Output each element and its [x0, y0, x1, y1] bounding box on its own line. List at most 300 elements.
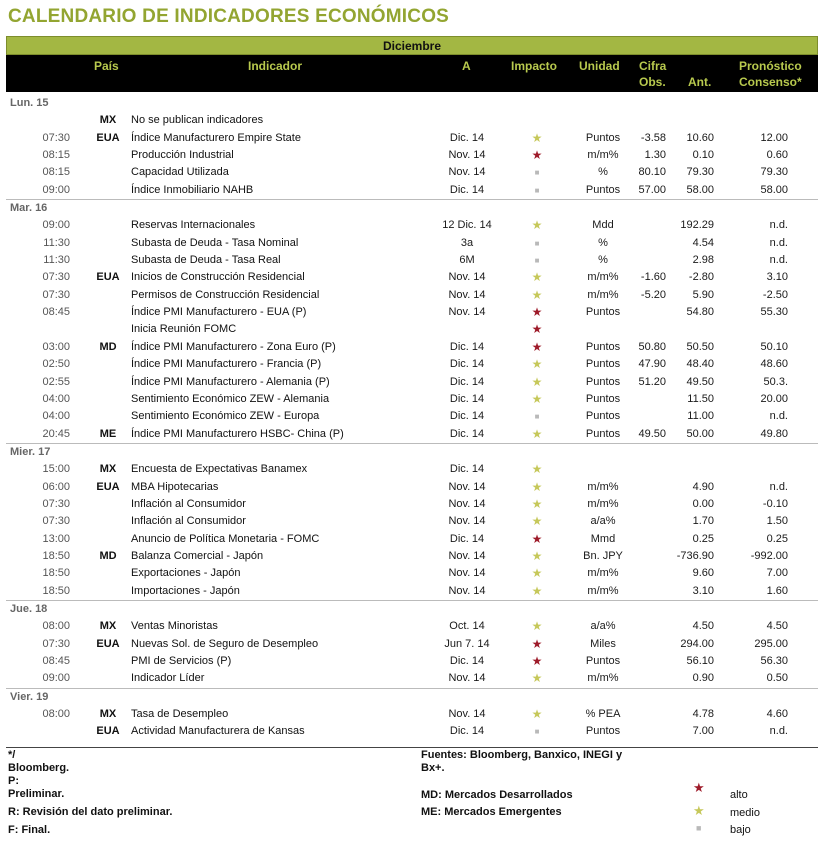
consensus-cell: n.d.	[769, 254, 788, 267]
footer-note-1: */	[8, 749, 16, 761]
footer-note-6: F: Final.	[8, 824, 51, 836]
unit-cell: m/m%	[587, 584, 619, 597]
unit-cell: a/a%	[590, 620, 616, 633]
indicator-cell: Índice PMI Manufacturero - Alemania (P)	[131, 375, 330, 388]
consensus-cell: 48.60	[760, 358, 788, 371]
time-cell: 13:00	[42, 532, 70, 545]
time-cell: 07:30	[42, 131, 70, 144]
legend-bajo: bajo	[730, 824, 751, 836]
previous-cell: 5.90	[692, 288, 714, 301]
star-icon: ★	[531, 148, 543, 163]
time-cell: 02:55	[42, 375, 70, 388]
table-row	[6, 479, 818, 496]
indicator-cell: Anuncio de Política Monetaria - FOMC	[131, 532, 320, 545]
previous-cell: 49.50	[686, 375, 714, 388]
consensus-cell: 49.80	[760, 427, 788, 440]
table-row	[6, 531, 818, 548]
indicator-cell: Reservas Internacionales	[131, 219, 256, 232]
indicator-cell: No se publican indicadores	[131, 114, 264, 127]
star-icon: ★	[693, 780, 705, 795]
table-row	[6, 252, 818, 269]
previous-cell: 0.00	[692, 497, 714, 510]
period-cell: Nov. 14	[448, 271, 486, 284]
unit-cell: Mdd	[592, 219, 614, 232]
previous-cell: 11.00	[687, 410, 714, 423]
period-cell: Jun 7. 14	[444, 637, 490, 650]
footer-note-3: P:	[8, 775, 19, 787]
time-cell: 07:30	[42, 288, 70, 301]
time-cell: 09:00	[42, 672, 70, 685]
table-row	[6, 565, 818, 582]
period-cell: Nov. 14	[448, 288, 486, 301]
consensus-cell: n.d.	[769, 236, 788, 249]
unit-cell: m/m%	[587, 288, 619, 301]
unit-cell: Mmd	[590, 532, 616, 545]
day-header-row	[6, 600, 818, 618]
consensus-cell: 50.3.	[763, 375, 788, 388]
consensus-cell: 4.60	[766, 708, 788, 721]
time-cell: 18:50	[42, 549, 70, 562]
consensus-cell: 295.00	[754, 637, 788, 650]
table-header	[6, 55, 818, 92]
header-consenso: Consenso*	[739, 75, 802, 89]
previous-cell: 50.00	[686, 427, 714, 440]
consensus-cell: -0.10	[762, 497, 788, 510]
star-icon: ★	[531, 462, 543, 477]
country-cell: ME	[99, 427, 117, 440]
indicator-cell: Índice Manufacturero Empire State	[131, 131, 301, 144]
period-cell: Dic. 14	[449, 375, 485, 388]
star-icon: ★	[531, 671, 543, 686]
day-label: Vier. 19	[10, 690, 49, 703]
consensus-cell: -992.00	[750, 549, 788, 562]
time-cell: 02:50	[42, 358, 70, 371]
period-cell: Nov. 14	[448, 567, 486, 580]
day-header-row	[6, 443, 818, 461]
unit-cell: Puntos	[585, 725, 621, 738]
square-icon: ■	[696, 823, 702, 833]
period-cell: Dic. 14	[449, 725, 485, 738]
unit-cell: m/m%	[587, 149, 619, 162]
indicator-cell: Inicios de Construcción Residencial	[131, 271, 305, 284]
consensus-cell: 7.00	[766, 567, 788, 580]
star-icon: ★	[531, 339, 543, 354]
unit-cell: Puntos	[585, 183, 621, 196]
country-cell: EUA	[96, 725, 120, 738]
day-header-row	[6, 199, 818, 217]
previous-cell: 48.40	[686, 358, 714, 371]
previous-cell: -736.90	[676, 549, 714, 562]
table-row	[6, 182, 818, 199]
indicator-cell: Inflación al Consumidor	[131, 497, 246, 510]
footer-note-5: R: Revisión del dato preliminar.	[8, 806, 173, 818]
time-cell: 11:30	[43, 254, 70, 267]
time-cell: 09:00	[42, 219, 70, 232]
indicator-cell: Actividad Manufacturera de Kansas	[131, 725, 305, 738]
period-cell: 6M	[459, 254, 475, 267]
observed-cell: 1.30	[644, 149, 666, 162]
period-cell: Nov. 14	[448, 306, 486, 319]
header-cifra: Cifra	[639, 59, 667, 73]
square-icon: ■	[534, 727, 540, 737]
indicator-cell: Tasa de Desempleo	[131, 708, 229, 721]
table-row	[6, 112, 818, 129]
consensus-cell: 0.60	[766, 149, 788, 162]
consensus-cell: n.d.	[769, 219, 788, 232]
header-pronostico: Pronóstico	[739, 59, 802, 73]
month-banner: Diciembre	[6, 36, 818, 55]
previous-cell: 9.60	[692, 567, 714, 580]
consensus-cell: 0.50	[766, 672, 788, 685]
indicator-cell: Sentimiento Económico ZEW - Europa	[131, 410, 320, 423]
consensus-cell: n.d.	[769, 480, 788, 493]
star-icon: ★	[531, 426, 543, 441]
unit-cell: Puntos	[585, 358, 621, 371]
time-cell: 15:00	[42, 463, 70, 476]
previous-cell: 4.50	[692, 620, 714, 633]
period-cell: Dic. 14	[449, 358, 485, 371]
footer-divider	[6, 747, 818, 748]
previous-cell: 4.78	[692, 708, 714, 721]
observed-cell: 80.10	[638, 166, 666, 179]
table-row	[6, 269, 818, 286]
consensus-cell: 4.50	[766, 620, 788, 633]
square-icon: ■	[534, 185, 540, 195]
consensus-cell: 12.00	[760, 131, 788, 144]
consensus-cell: -2.50	[762, 288, 788, 301]
country-cell: MX	[99, 114, 117, 127]
indicator-cell: Índice PMI Manufacturero HSBC- China (P)	[131, 427, 344, 440]
star-icon: ★	[531, 479, 543, 494]
table-row	[6, 217, 818, 234]
star-icon: ★	[531, 707, 543, 722]
day-header-row	[6, 95, 818, 112]
star-icon: ★	[531, 305, 543, 320]
period-cell: Nov. 14	[448, 480, 486, 493]
day-label: Mier. 17	[10, 445, 51, 458]
time-cell: 08:45	[42, 306, 70, 319]
period-cell: Nov. 14	[448, 515, 486, 528]
previous-cell: 79.30	[686, 166, 714, 179]
table-row	[6, 653, 818, 670]
header-impacto: Impacto	[511, 59, 558, 73]
unit-cell: m/m%	[587, 480, 619, 493]
time-cell: 08:15	[42, 149, 70, 162]
previous-cell: 0.10	[692, 149, 714, 162]
period-cell: Nov. 14	[448, 672, 486, 685]
unit-cell: Puntos	[585, 306, 621, 319]
table-row	[6, 618, 818, 635]
table-row	[6, 513, 818, 530]
star-icon: ★	[531, 619, 543, 634]
consensus-cell: n.d.	[769, 725, 788, 738]
legend-medio: medio	[730, 807, 760, 819]
unit-cell: %	[598, 166, 608, 179]
observed-cell: -3.58	[640, 131, 666, 144]
indicator-cell: Índice Inmobiliario NAHB	[131, 183, 254, 196]
period-cell: Dic. 14	[449, 392, 485, 405]
day-label: Mar. 16	[10, 202, 48, 215]
footer-sources-2: Bx+.	[421, 762, 445, 774]
square-icon: ■	[534, 256, 540, 266]
previous-cell: -2.80	[688, 271, 714, 284]
page-title: CALENDARIO DE INDICADORES ECONÓMICOS	[8, 6, 450, 27]
previous-cell: 3.10	[692, 584, 714, 597]
star-icon: ★	[531, 374, 543, 389]
country-cell: EUA	[96, 131, 120, 144]
footer-sources: Fuentes: Bloomberg, Banxico, INEGI y	[421, 749, 623, 761]
unit-cell: a/a%	[590, 515, 616, 528]
indicator-cell: Índice PMI Manufacturero - EUA (P)	[131, 306, 307, 319]
table-row	[6, 496, 818, 513]
previous-cell: 10.60	[686, 131, 714, 144]
unit-cell: Puntos	[585, 410, 621, 423]
star-icon: ★	[531, 636, 543, 651]
table-row	[6, 339, 818, 356]
unit-cell: % PEA	[585, 708, 621, 721]
indicator-cell: Sentimiento Económico ZEW - Alemania	[131, 392, 330, 405]
indicator-cell: Ventas Minoristas	[131, 620, 218, 633]
previous-cell: 54.80	[686, 306, 714, 319]
square-icon: ■	[534, 168, 540, 178]
indicator-cell: Inflación al Consumidor	[131, 515, 246, 528]
consensus-cell: 1.50	[766, 515, 788, 528]
star-icon: ★	[531, 322, 543, 337]
previous-cell: 7.00	[692, 725, 714, 738]
star-icon: ★	[531, 531, 543, 546]
unit-cell: Puntos	[585, 131, 621, 144]
time-cell: 08:45	[42, 655, 70, 667]
time-cell: 04:00	[42, 410, 70, 423]
consensus-cell: 20.00	[760, 392, 788, 405]
indicator-cell: Indicador Líder	[131, 672, 205, 685]
legend-alto: alto	[730, 789, 748, 801]
consensus-cell: 55.30	[760, 306, 788, 319]
country-cell: EUA	[96, 271, 120, 284]
star-icon: ★	[531, 514, 543, 529]
time-cell: 08:00	[42, 620, 70, 633]
unit-cell: Puntos	[585, 340, 621, 353]
table-row	[6, 583, 818, 600]
previous-cell: 0.90	[692, 672, 714, 685]
country-cell: EUA	[96, 480, 120, 493]
indicator-cell: Producción Industrial	[131, 149, 234, 162]
table-row	[6, 164, 818, 181]
period-cell: Dic. 14	[449, 463, 485, 476]
period-cell: Dic. 14	[449, 410, 485, 423]
observed-cell: -5.20	[640, 288, 666, 301]
indicator-cell: Permisos de Construcción Residencial	[131, 288, 320, 301]
period-cell: Nov. 14	[448, 584, 486, 597]
previous-cell: 56.10	[686, 655, 714, 667]
previous-cell: 1.70	[692, 515, 714, 528]
period-cell: Dic. 14	[449, 427, 485, 440]
star-icon: ★	[531, 391, 543, 406]
previous-cell: 11.50	[687, 392, 714, 405]
time-cell: 09:00	[42, 183, 70, 196]
star-icon: ★	[531, 548, 543, 563]
indicator-cell: Inicia Reunión FOMC	[131, 323, 237, 336]
indicator-cell: MBA Hipotecarias	[131, 480, 219, 493]
period-cell: Nov. 14	[448, 708, 486, 721]
square-icon: ■	[534, 238, 540, 248]
previous-cell: 58.00	[686, 183, 714, 196]
consensus-cell: 3.10	[766, 271, 788, 284]
period-cell: Dic. 14	[449, 532, 485, 545]
country-cell: MX	[99, 463, 117, 476]
table-row	[6, 706, 818, 723]
consensus-cell: 79.30	[760, 166, 788, 179]
time-cell: 04:00	[42, 392, 70, 405]
star-icon: ★	[531, 287, 543, 302]
time-cell: 11:30	[43, 236, 70, 249]
time-cell: 07:30	[42, 515, 70, 528]
country-cell: EUA	[96, 637, 120, 650]
consensus-cell: 0.25	[766, 532, 788, 545]
unit-cell: Puntos	[585, 392, 621, 405]
unit-cell: Puntos	[585, 655, 621, 667]
period-cell: Dic. 14	[449, 131, 485, 144]
star-icon: ★	[531, 218, 543, 233]
unit-cell: m/m%	[587, 567, 619, 580]
indicator-table	[6, 95, 818, 741]
indicator-cell: Índice PMI Manufacturero - Zona Euro (P)	[131, 340, 336, 353]
consensus-cell: 56.30	[760, 655, 788, 667]
unit-cell: m/m%	[587, 271, 619, 284]
period-cell: Nov. 14	[448, 549, 486, 562]
table-row	[6, 461, 818, 478]
observed-cell: 57.00	[638, 183, 666, 196]
time-cell: 07:30	[42, 637, 70, 650]
time-cell: 03:00	[42, 340, 70, 353]
header-indicador: Indicador	[248, 59, 303, 73]
table-row	[6, 391, 818, 408]
unit-cell: Miles	[590, 637, 616, 650]
indicator-cell: Nuevas Sol. de Seguro de Desempleo	[131, 637, 319, 650]
table-row	[6, 548, 818, 565]
period-cell: Nov. 14	[448, 149, 486, 162]
indicator-cell: PMI de Servicios (P)	[131, 655, 232, 667]
table-row	[6, 636, 818, 653]
day-header-row	[6, 688, 818, 706]
footer-me: ME: Mercados Emergentes	[421, 806, 562, 818]
header-a: A	[462, 59, 471, 73]
previous-cell: 4.54	[692, 236, 714, 249]
indicator-cell: Capacidad Utilizada	[131, 166, 229, 179]
square-icon: ■	[534, 412, 540, 422]
table-row	[6, 321, 818, 338]
unit-cell: %	[598, 254, 608, 267]
header-unidad: Unidad	[579, 59, 620, 73]
time-cell: 20:45	[42, 427, 70, 440]
period-cell: Oct. 14	[449, 620, 485, 633]
period-cell: 3a	[460, 236, 474, 249]
time-cell: 07:30	[42, 497, 70, 510]
table-row	[6, 356, 818, 373]
unit-cell: Puntos	[585, 427, 621, 440]
time-cell: 18:50	[42, 567, 70, 580]
star-icon: ★	[531, 654, 543, 668]
unit-cell: Bn. JPY	[583, 549, 623, 562]
unit-cell: Puntos	[585, 375, 621, 388]
indicator-cell: Balanza Comercial - Japón	[131, 549, 264, 562]
consensus-cell: 50.10	[760, 340, 788, 353]
country-cell: MD	[99, 549, 117, 562]
consensus-cell: 1.60	[766, 584, 788, 597]
table-row	[6, 130, 818, 147]
indicator-cell: Exportaciones - Japón	[131, 567, 241, 580]
table-row	[6, 723, 818, 740]
footer-md: MD: Mercados Desarrollados	[421, 789, 573, 801]
unit-cell: %	[598, 236, 608, 249]
indicator-cell: Índice PMI Manufacturero - Francia (P)	[131, 358, 322, 371]
table-row	[6, 287, 818, 304]
star-icon: ★	[531, 496, 543, 511]
country-cell: MX	[99, 620, 117, 633]
time-cell: 07:30	[42, 271, 70, 284]
observed-cell: 50.80	[638, 340, 666, 353]
period-cell: Nov. 14	[448, 166, 486, 179]
table-row	[6, 670, 818, 687]
header-obs: Obs.	[639, 75, 666, 89]
period-cell: 12 Dic. 14	[442, 219, 492, 232]
period-cell: Nov. 14	[448, 497, 486, 510]
country-cell: MD	[99, 340, 117, 353]
country-cell: MX	[99, 708, 117, 721]
unit-cell: m/m%	[587, 497, 619, 510]
indicator-cell: Subasta de Deuda - Tasa Real	[131, 254, 281, 267]
day-label: Lun. 15	[10, 97, 49, 109]
previous-cell: 0.25	[692, 532, 714, 545]
star-icon: ★	[531, 270, 543, 285]
period-cell: Dic. 14	[449, 340, 485, 353]
indicator-cell: Importaciones - Japón	[131, 584, 240, 597]
star-icon: ★	[693, 803, 705, 818]
day-label: Jue. 18	[10, 602, 48, 615]
observed-cell: 49.50	[638, 427, 666, 440]
unit-cell: m/m%	[587, 672, 619, 685]
observed-cell: 51.20	[638, 375, 666, 388]
previous-cell: 2.98	[692, 254, 714, 267]
time-cell: 08:15	[42, 166, 70, 179]
footer-note-4: Preliminar.	[8, 788, 65, 800]
star-icon: ★	[531, 566, 543, 581]
consensus-cell: n.d.	[769, 410, 788, 423]
time-cell: 08:00	[42, 708, 70, 721]
observed-cell: -1.60	[640, 271, 666, 284]
table-row	[6, 426, 818, 443]
header-ant: Ant.	[688, 75, 712, 89]
table-row	[6, 304, 818, 321]
consensus-cell: 58.00	[760, 183, 788, 196]
previous-cell: 192.29	[680, 219, 714, 232]
time-cell: 06:00	[42, 480, 70, 493]
table-row	[6, 374, 818, 391]
indicator-cell: Encuesta de Expectativas Banamex	[131, 463, 308, 476]
indicator-cell: Subasta de Deuda - Tasa Nominal	[131, 236, 299, 249]
footer-note-2: Bloomberg.	[8, 762, 70, 774]
star-icon: ★	[531, 583, 543, 598]
star-icon: ★	[531, 357, 543, 372]
previous-cell: 294.00	[680, 637, 714, 650]
period-cell: Dic. 14	[449, 655, 485, 667]
table-row	[6, 408, 818, 425]
table-row	[6, 235, 818, 252]
time-cell: 18:50	[42, 584, 70, 597]
star-icon: ★	[531, 130, 543, 145]
previous-cell: 50.50	[686, 340, 714, 353]
header-pais: País	[94, 59, 119, 73]
